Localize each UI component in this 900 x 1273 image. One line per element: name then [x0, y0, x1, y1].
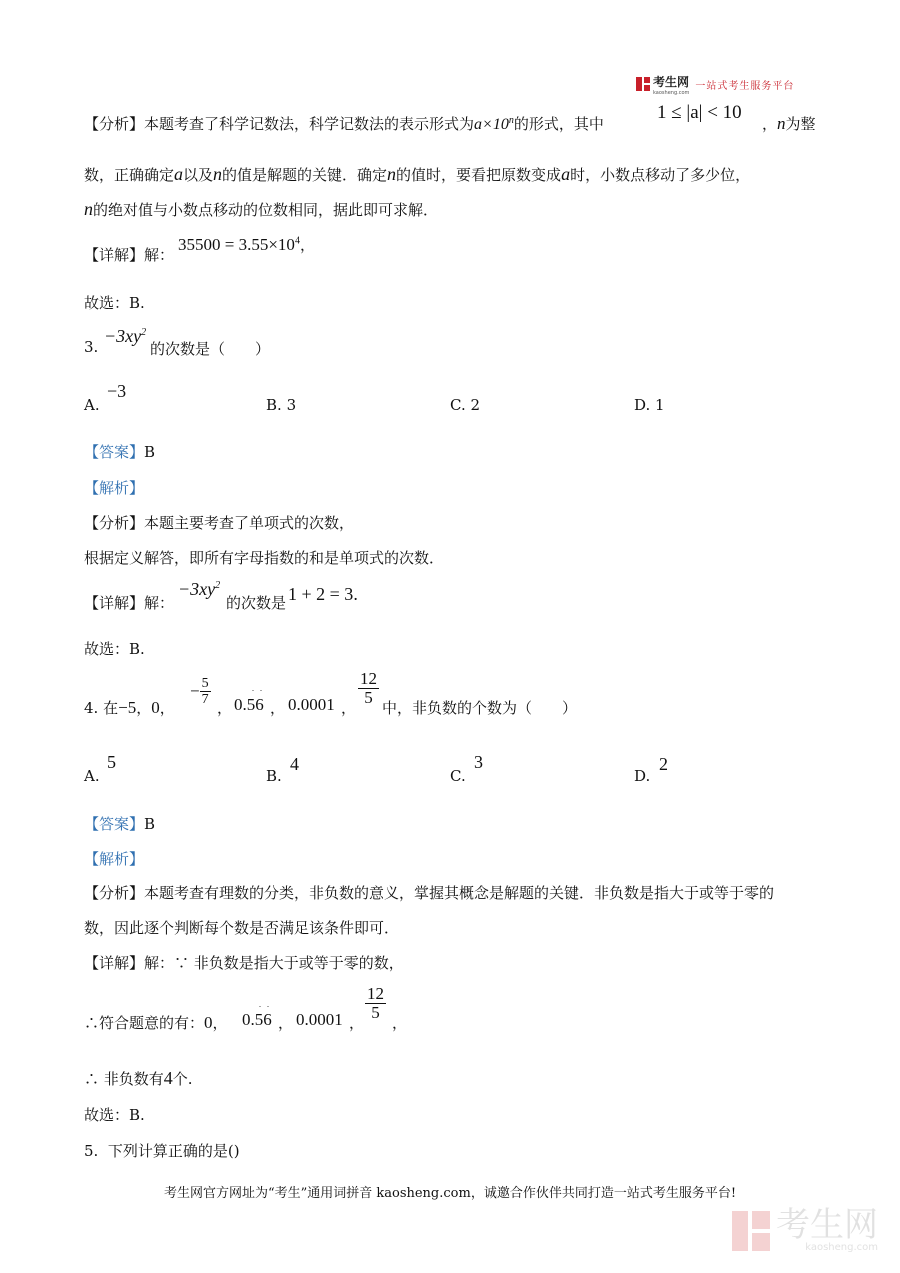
q4-stem-b: 中，非负数的个数为（ ） — [382, 699, 578, 717]
q4-option-c-value: 3 — [474, 752, 483, 772]
q2-choice: 故选：B. — [84, 294, 145, 312]
q3-choice: 故选：B. — [84, 640, 145, 658]
q4-option-a-label: A. — [84, 767, 100, 785]
logo-slogan: 一站式考生服务平台 — [695, 80, 795, 92]
q4-option-c-label: C. — [450, 767, 466, 785]
q3-answer: 【答案】B — [84, 443, 156, 461]
q4-option-b-value: 4 — [290, 754, 299, 774]
q4-detail-sep2: ， — [278, 1014, 294, 1032]
q3-option-a-value: −3 — [107, 381, 127, 401]
q4-v5: 0.0001 — [288, 695, 335, 714]
q4-analysis1: 【分析】本题考查有理数的分类，非负数的意义，掌握其概念是解题的关键．非负数是指大于或等于零的 — [84, 884, 775, 902]
q3-option-d: D. 1 — [634, 396, 665, 414]
q4-sep4: ， — [270, 699, 286, 717]
q3-option-a: A. — [84, 396, 100, 414]
q4-detail-v3: 0.0001 — [296, 1010, 343, 1029]
q2-analysis-tag: 【分析】 — [84, 115, 145, 133]
watermark-domain: kaosheng.com — [805, 1242, 878, 1253]
q4-detail-v2: 0.56 — [242, 1010, 272, 1029]
q3-expr: $-3xy^2$ — [104, 326, 147, 346]
q3-detail-mid: 的次数是 — [226, 594, 287, 612]
q4-sep5: ， — [341, 699, 357, 717]
q2-analysis-line2: 数，正确确定a以及n的值是解题的关键．确定n的值时，要看把原数变成a时，小数点移动了多少位， — [84, 164, 751, 184]
q4-frac-twelve-fifths: $\frac{12}{5}$ — [360, 669, 377, 707]
q4-frac-neg-five-sevenths: − $\frac{5}{7}$ — [190, 676, 209, 707]
q4-analysis2: 数，因此逐个判断每个数是否满足该条件即可． — [84, 919, 400, 937]
q3-detail-expr: $-3xy^2$ — [178, 579, 221, 599]
q3-stem: 的次数是（ ） — [150, 340, 271, 358]
q4-v4: 0.56 — [234, 695, 264, 714]
logo-domain: kaosheng.com — [653, 90, 690, 96]
q3-option-c: C. 2 — [450, 396, 481, 414]
q4-stem-row: 4. 在−5，0， — [84, 698, 175, 717]
q3-explain-tag: 【解析】 — [84, 479, 145, 497]
q2-inequality: 1 ≤ |a| < 10 — [657, 102, 742, 123]
watermark — [732, 1205, 878, 1253]
q4-option-d-value: 2 — [659, 754, 668, 774]
q4-detail-frac: $\frac{12}{5}$ — [367, 984, 384, 1022]
q3-number: 3. — [84, 338, 99, 356]
q3-analysis: 【分析】本题主要考查了单项式的次数， — [84, 514, 355, 532]
q4-option-d-label: D. — [634, 767, 651, 785]
header-logo — [636, 72, 794, 96]
watermark-text: 考生网 — [776, 1205, 878, 1245]
q4-repeating-dots: . . — [252, 684, 264, 693]
q4-answer: 【答案】B — [84, 815, 156, 833]
q3-analysis2: 根据定义解答，即所有字母指数的和是单项式的次数． — [84, 549, 445, 567]
q4-option-a-value: 5 — [107, 752, 116, 772]
q3-option-b: B. 3 — [266, 396, 297, 414]
q4-sep3: ， — [217, 699, 233, 717]
q2-analysis-line3: n的绝对值与小数点移动的位数相同，据此即可求解． — [84, 199, 439, 219]
q2-analysis-line1: 【分析】本题考查了科学记数法，科学记数法的表示形式为$a\times 10^n$的形式，其中 — [84, 115, 604, 133]
q4-detail1: 【详解】解：∵ 非负数是指大于或等于零的数， — [84, 954, 404, 972]
q4-detail-sep4: ， — [392, 1014, 408, 1032]
q4-detail-repeating-dots: . . — [259, 1000, 271, 1009]
q4-detail-sep3: ， — [349, 1014, 365, 1032]
logo-mark-icon — [636, 77, 650, 91]
q2-detail: 【详解】解： — [84, 246, 175, 264]
logo-brand: 考生网 — [653, 75, 690, 89]
q5-stem: 5. 下列计算正确的是() — [84, 1142, 240, 1160]
q4-option-b-label: B. — [266, 767, 282, 785]
q2-detail-math: $35500 = 3.55\times 10^4$， — [178, 235, 315, 254]
watermark-logo-icon — [732, 1211, 770, 1251]
q2-analysis-line1-end: ，n为整 — [762, 114, 816, 133]
q4-detail2: ∴符合题意的有：0， — [84, 1013, 228, 1032]
footer-text: 考生网官方网址为“考生”通用词拼音 kaosheng.com，诚邀合作伙伴共同打造一站式考生服务平台! — [163, 1186, 737, 1201]
q4-detail3: ∴ 非负数有4个. — [84, 1068, 193, 1088]
q3-detail-eq: 1 + 2 = 3. — [288, 584, 358, 604]
q4-choice: 故选：B. — [84, 1106, 145, 1124]
q4-explain-tag: 【解析】 — [84, 850, 145, 868]
q3-detail: 【详解】解： — [84, 594, 175, 612]
